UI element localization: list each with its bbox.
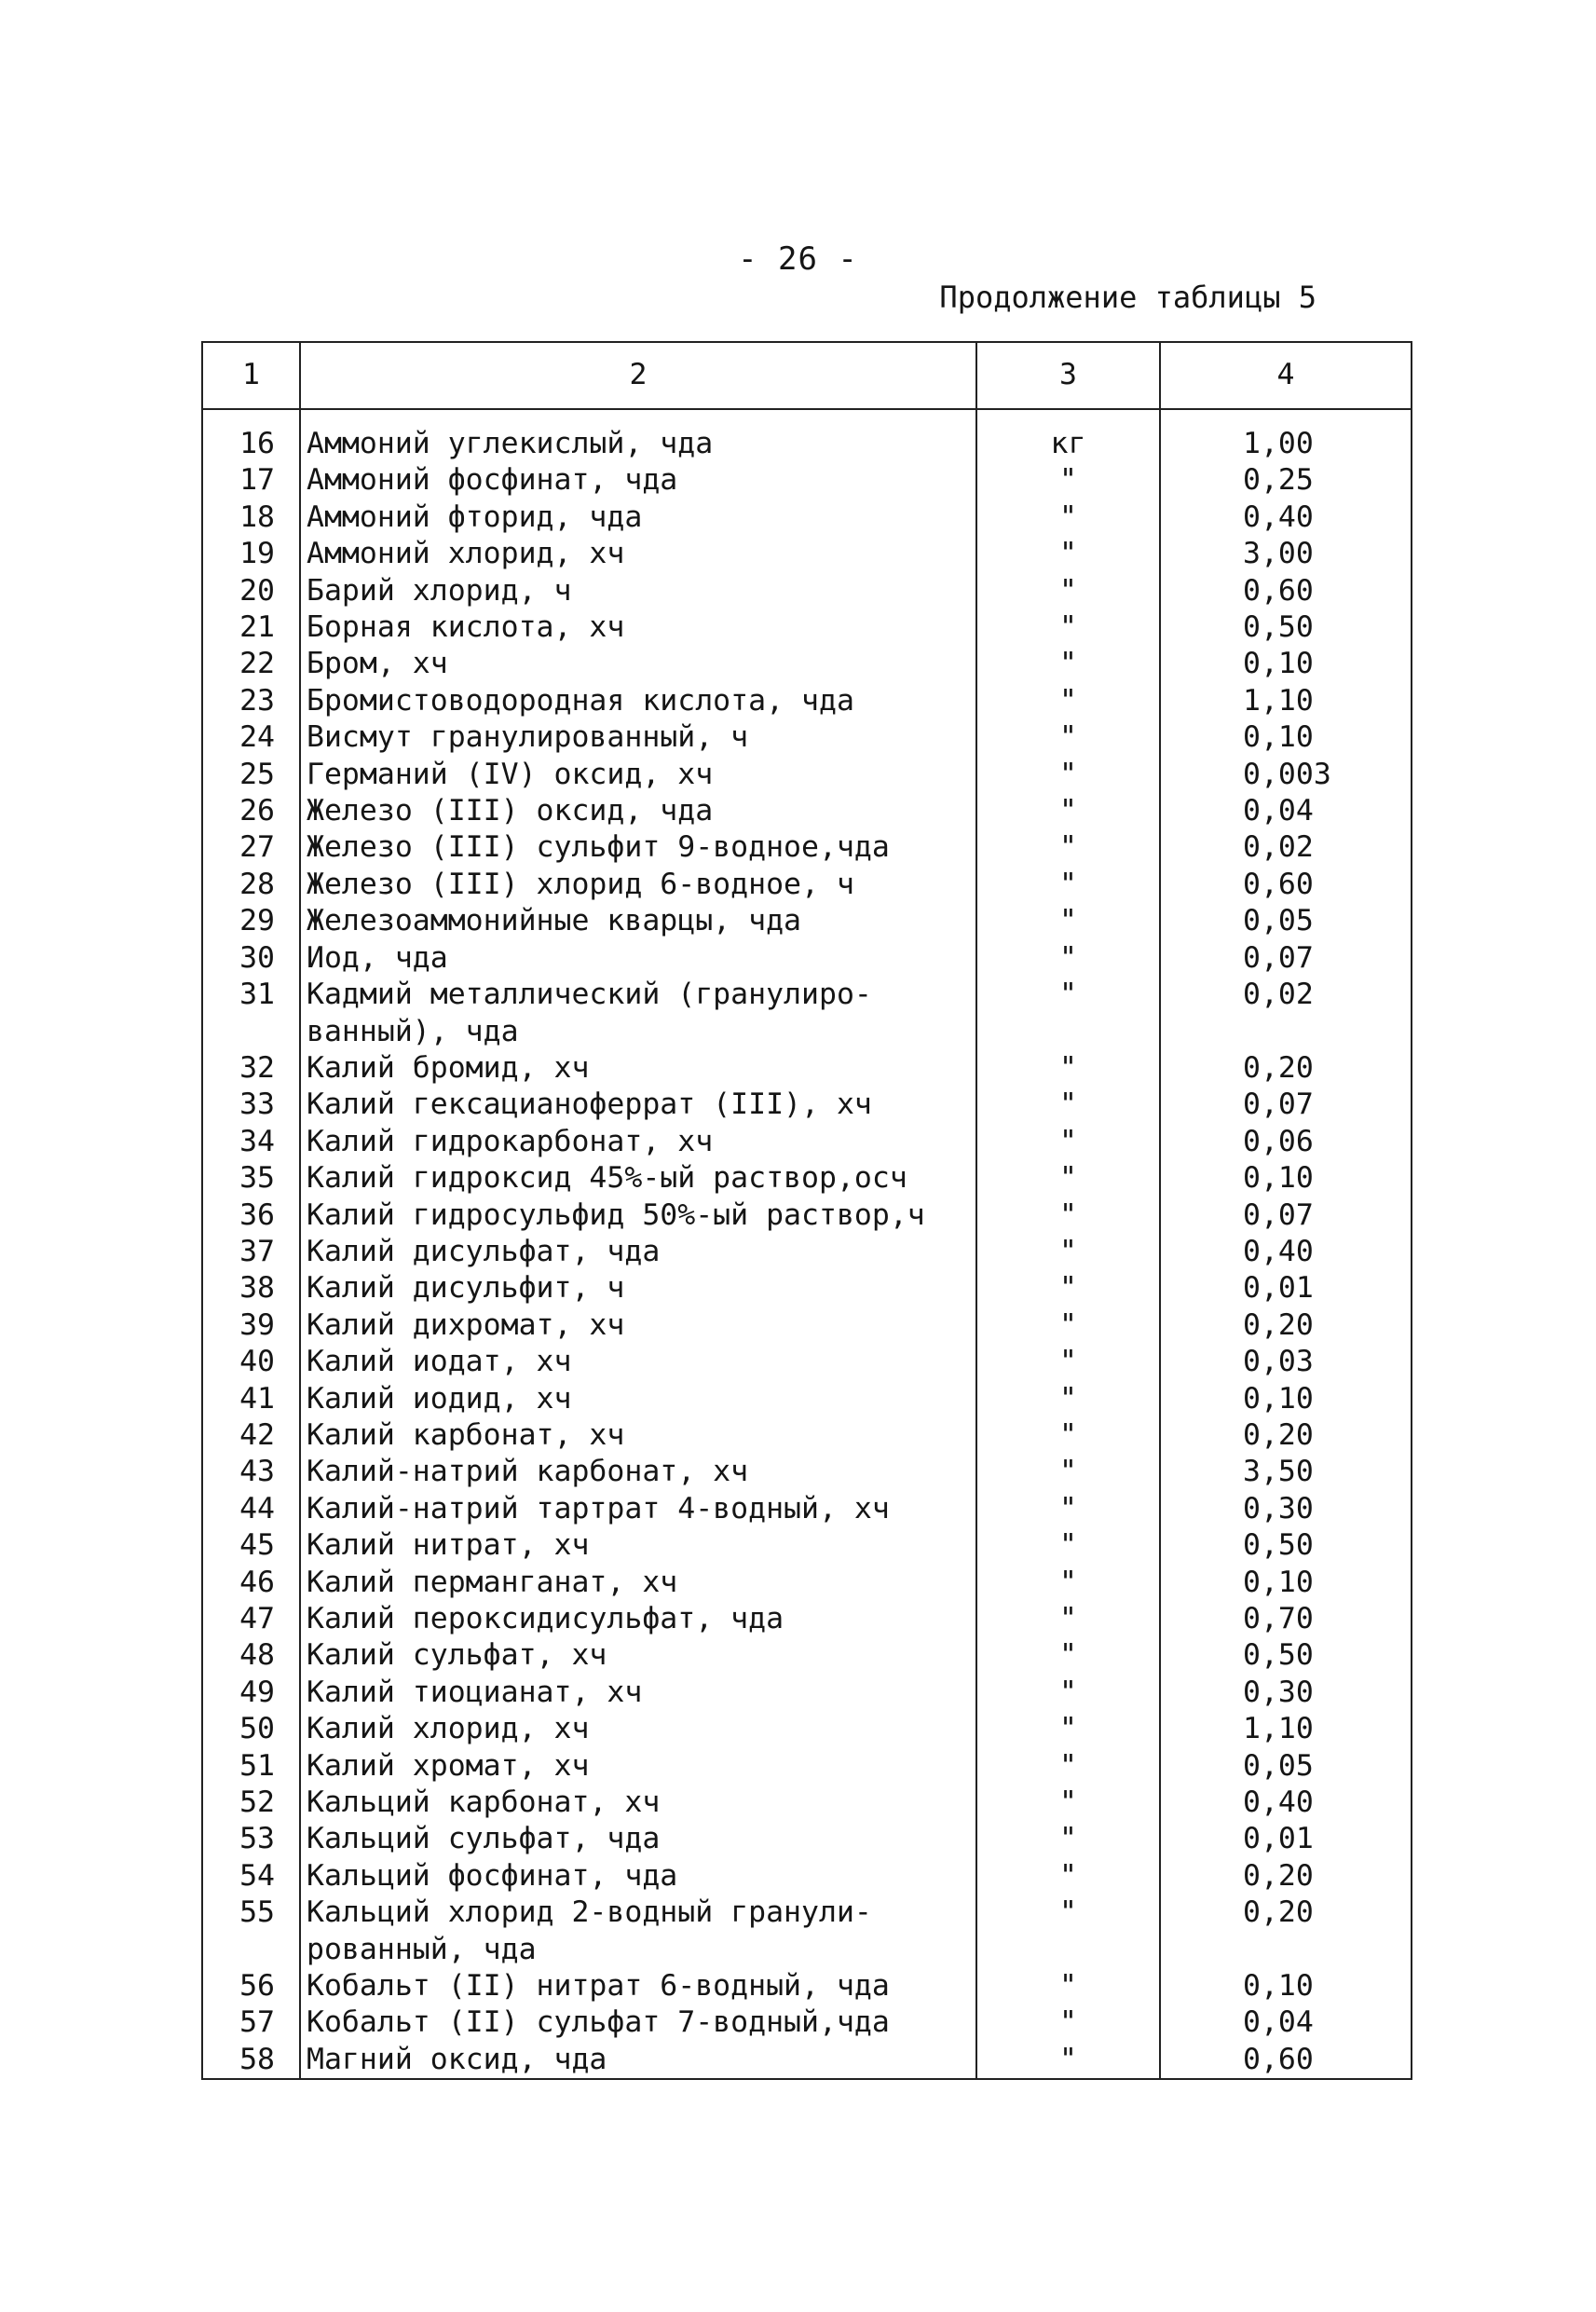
- row-number-cell: 52: [202, 1785, 300, 1821]
- unit-cell: ": [976, 1675, 1160, 1711]
- norm-value-cell: 0,70: [1160, 1601, 1412, 1637]
- row-number-cell: [202, 1014, 300, 1050]
- norm-value-cell: 0,10: [1160, 1565, 1412, 1601]
- row-number-cell: 39: [202, 1307, 300, 1344]
- reagent-name-cell: Кальций хлорид 2-водный гранули-: [300, 1895, 976, 1931]
- unit-cell: ": [976, 719, 1160, 756]
- unit-cell: ": [976, 499, 1160, 536]
- header-col-1: 1: [202, 342, 300, 409]
- unit-cell: [976, 1932, 1160, 1968]
- row-number-cell: 37: [202, 1234, 300, 1270]
- reagent-name-cell: Магний оксид, чда: [300, 2042, 976, 2079]
- row-number-cell: 17: [202, 462, 300, 499]
- row-number-cell: 48: [202, 1637, 300, 1674]
- norm-value-cell: 0,10: [1160, 1160, 1412, 1197]
- norm-value-cell: 0,06: [1160, 1124, 1412, 1160]
- table-row: [202, 646, 1412, 682]
- norm-value-cell: 0,25: [1160, 462, 1412, 499]
- unit-cell: ": [976, 609, 1160, 646]
- reagent-name-cell: рованный, чда: [300, 1932, 976, 1968]
- table-row: [202, 1711, 1412, 1747]
- unit-cell: ": [976, 1270, 1160, 1306]
- unit-cell: ": [976, 1050, 1160, 1087]
- reagent-name-cell: Кальций карбонат, хч: [300, 1785, 976, 1821]
- row-number-cell: [202, 1932, 300, 1968]
- table-row: [202, 1895, 1412, 1931]
- norm-value-cell: 0,20: [1160, 1858, 1412, 1895]
- row-number-cell: 56: [202, 1968, 300, 2004]
- row-number-cell: 21: [202, 609, 300, 646]
- unit-cell: ": [976, 1417, 1160, 1454]
- norm-value-cell: 0,03: [1160, 1344, 1412, 1380]
- reagent-name-cell: Аммоний углекислый, чда: [300, 409, 976, 462]
- reagent-name-cell: Калий-натрий карбонат, хч: [300, 1454, 976, 1490]
- norm-value-cell: 0,60: [1160, 867, 1412, 903]
- unit-cell: ": [976, 1087, 1160, 1123]
- norm-value-cell: 0,20: [1160, 1417, 1412, 1454]
- unit-cell: ": [976, 1197, 1160, 1234]
- header-col-4: 4: [1160, 342, 1412, 409]
- reagent-name-cell: Кобальт (II) нитрат 6-водный, чда: [300, 1968, 976, 2004]
- table-row: [202, 462, 1412, 499]
- reagent-name-cell: Калий иодат, хч: [300, 1344, 976, 1380]
- norm-value-cell: 0,60: [1160, 2042, 1412, 2079]
- table-row: [202, 2004, 1412, 2041]
- table-row: [202, 499, 1412, 536]
- unit-cell: кг: [976, 409, 1160, 462]
- table-row: [202, 1565, 1412, 1601]
- unit-cell: ": [976, 867, 1160, 903]
- table-row: [202, 903, 1412, 939]
- norm-value-cell: 0,20: [1160, 1050, 1412, 1087]
- table-row: [202, 1785, 1412, 1821]
- row-number-cell: 27: [202, 829, 300, 866]
- row-number-cell: 50: [202, 1711, 300, 1747]
- reagent-name-cell: Калий нитрат, хч: [300, 1527, 976, 1564]
- norm-value-cell: 0,07: [1160, 1197, 1412, 1234]
- table-row: [202, 1491, 1412, 1527]
- table-row: [202, 573, 1412, 609]
- unit-cell: ": [976, 536, 1160, 572]
- norm-value-cell: 0,30: [1160, 1491, 1412, 1527]
- table-row: [202, 2042, 1412, 2079]
- unit-cell: ": [976, 2004, 1160, 2041]
- row-number-cell: 36: [202, 1197, 300, 1234]
- reagent-name-cell: Калий дихромат, хч: [300, 1307, 976, 1344]
- unit-cell: ": [976, 1344, 1160, 1380]
- reagent-name-cell: Калий-натрий тартрат 4-водный, хч: [300, 1491, 976, 1527]
- reagent-name-cell: Кадмий металлический (гранулиро-: [300, 977, 976, 1013]
- table-row: [202, 1050, 1412, 1087]
- reagent-name-cell: Бром, хч: [300, 646, 976, 682]
- table-row: [202, 1344, 1412, 1380]
- row-number-cell: 47: [202, 1601, 300, 1637]
- row-number-cell: 46: [202, 1565, 300, 1601]
- row-number-cell: 16: [202, 409, 300, 462]
- reagent-name-cell: Барий хлорид, ч: [300, 573, 976, 609]
- unit-cell: ": [976, 1637, 1160, 1674]
- unit-cell: ": [976, 1124, 1160, 1160]
- row-number-cell: 33: [202, 1087, 300, 1123]
- table-caption: Продолжение таблицы 5: [939, 280, 1316, 315]
- table-row: [202, 940, 1412, 977]
- table-row: [202, 867, 1412, 903]
- norm-value-cell: 0,40: [1160, 499, 1412, 536]
- table-row: [202, 1307, 1412, 1344]
- unit-cell: ": [976, 977, 1160, 1013]
- reagent-name-cell: Кобальт (II) сульфат 7-водный,чда: [300, 2004, 976, 2041]
- norm-value-cell: 0,10: [1160, 646, 1412, 682]
- row-number-cell: 40: [202, 1344, 300, 1380]
- reagent-name-cell: Калий дисульфит, ч: [300, 1270, 976, 1306]
- table-row: [202, 1417, 1412, 1454]
- norm-value-cell: 1,10: [1160, 1711, 1412, 1747]
- reagent-name-cell: Калий тиоцианат, хч: [300, 1675, 976, 1711]
- reagent-name-cell: Калий дисульфат, чда: [300, 1234, 976, 1270]
- unit-cell: ": [976, 1454, 1160, 1490]
- unit-cell: ": [976, 757, 1160, 793]
- table-row: [202, 1197, 1412, 1234]
- norm-value-cell: 3,50: [1160, 1454, 1412, 1490]
- row-number-cell: 23: [202, 683, 300, 719]
- reagent-name-cell: Иод, чда: [300, 940, 976, 977]
- row-number-cell: 41: [202, 1381, 300, 1417]
- table-header-row: [202, 342, 1412, 409]
- table-row: [202, 719, 1412, 756]
- norm-value-cell: 0,40: [1160, 1234, 1412, 1270]
- row-number-cell: 42: [202, 1417, 300, 1454]
- table-row: [202, 409, 1412, 462]
- row-number-cell: 32: [202, 1050, 300, 1087]
- row-number-cell: 29: [202, 903, 300, 939]
- table-row: [202, 609, 1412, 646]
- row-number-cell: 31: [202, 977, 300, 1013]
- unit-cell: ": [976, 1381, 1160, 1417]
- table-row: [202, 1601, 1412, 1637]
- norm-value-cell: 0,20: [1160, 1895, 1412, 1931]
- row-number-cell: 57: [202, 2004, 300, 2041]
- reagent-name-cell: Железо (III) оксид, чда: [300, 793, 976, 829]
- reagent-name-cell: Аммоний хлорид, хч: [300, 536, 976, 572]
- row-number-cell: 43: [202, 1454, 300, 1490]
- reagent-name-cell: Калий сульфат, хч: [300, 1637, 976, 1674]
- unit-cell: ": [976, 1527, 1160, 1564]
- row-number-cell: 18: [202, 499, 300, 536]
- reagent-name-cell: Бромистоводородная кислота, чда: [300, 683, 976, 719]
- norm-value-cell: 0,01: [1160, 1270, 1412, 1306]
- unit-cell: ": [976, 1968, 1160, 2004]
- norm-value-cell: [1160, 1014, 1412, 1050]
- table-row: [202, 1968, 1412, 2004]
- norm-value-cell: 0,003: [1160, 757, 1412, 793]
- reagent-name-cell: Висмут гранулированный, ч: [300, 719, 976, 756]
- table-row: [202, 1675, 1412, 1711]
- unit-cell: ": [976, 646, 1160, 682]
- row-number-cell: 38: [202, 1270, 300, 1306]
- unit-cell: ": [976, 1234, 1160, 1270]
- norm-value-cell: 0,10: [1160, 1968, 1412, 2004]
- row-number-cell: 24: [202, 719, 300, 756]
- row-number-cell: 19: [202, 536, 300, 572]
- reagent-name-cell: Аммоний фосфинат, чда: [300, 462, 976, 499]
- norm-value-cell: 0,10: [1160, 719, 1412, 756]
- unit-cell: ": [976, 793, 1160, 829]
- table-row: [202, 1124, 1412, 1160]
- reagent-name-cell: Калий хлорид, хч: [300, 1711, 976, 1747]
- table-row: [202, 1270, 1412, 1306]
- norm-value-cell: 0,02: [1160, 829, 1412, 866]
- row-number-cell: 20: [202, 573, 300, 609]
- row-number-cell: 30: [202, 940, 300, 977]
- unit-cell: ": [976, 1160, 1160, 1197]
- table-row: [202, 536, 1412, 572]
- unit-cell: ": [976, 1601, 1160, 1637]
- reagent-name-cell: Аммоний фторид, чда: [300, 499, 976, 536]
- unit-cell: ": [976, 1895, 1160, 1931]
- row-number-cell: 51: [202, 1748, 300, 1785]
- reagent-name-cell: Калий пероксидисульфат, чда: [300, 1601, 976, 1637]
- table-row: [202, 977, 1412, 1013]
- unit-cell: ": [976, 903, 1160, 939]
- norm-value-cell: 0,01: [1160, 1821, 1412, 1857]
- unit-cell: ": [976, 683, 1160, 719]
- reagent-name-cell: Калий бромид, хч: [300, 1050, 976, 1087]
- table-row: [202, 1821, 1412, 1857]
- reagent-name-cell: Железо (III) хлорид 6-водное, ч: [300, 867, 976, 903]
- norm-value-cell: 0,40: [1160, 1785, 1412, 1821]
- row-number-cell: 34: [202, 1124, 300, 1160]
- row-number-cell: 55: [202, 1895, 300, 1931]
- unit-cell: ": [976, 462, 1160, 499]
- table-row: [202, 757, 1412, 793]
- row-number-cell: 54: [202, 1858, 300, 1895]
- table-row: [202, 793, 1412, 829]
- row-number-cell: 44: [202, 1491, 300, 1527]
- row-number-cell: 49: [202, 1675, 300, 1711]
- table-row: [202, 1858, 1412, 1895]
- table-row: [202, 829, 1412, 866]
- unit-cell: [976, 1014, 1160, 1050]
- table-row: [202, 1014, 1412, 1050]
- reagent-name-cell: Железоаммонийные кварцы, чда: [300, 903, 976, 939]
- table-row: [202, 1381, 1412, 1417]
- row-number-cell: 45: [202, 1527, 300, 1564]
- norm-value-cell: 1,10: [1160, 683, 1412, 719]
- row-number-cell: 25: [202, 757, 300, 793]
- reagent-name-cell: Калий гидросульфид 50%-ый раствор,ч: [300, 1197, 976, 1234]
- table-row: [202, 683, 1412, 719]
- reagent-name-cell: Кальций сульфат, чда: [300, 1821, 976, 1857]
- norm-value-cell: 0,10: [1160, 1381, 1412, 1417]
- row-number-cell: 28: [202, 867, 300, 903]
- reagent-name-cell: Калий карбонат, хч: [300, 1417, 976, 1454]
- table-row: [202, 1160, 1412, 1197]
- table-row: [202, 1932, 1412, 1968]
- norm-value-cell: 0,20: [1160, 1307, 1412, 1344]
- row-number-cell: 35: [202, 1160, 300, 1197]
- norm-value-cell: 0,30: [1160, 1675, 1412, 1711]
- reagent-name-cell: Германий (IV) оксид, хч: [300, 757, 976, 793]
- unit-cell: ": [976, 1858, 1160, 1895]
- norm-value-cell: 0,07: [1160, 1087, 1412, 1123]
- norm-value-cell: 0,02: [1160, 977, 1412, 1013]
- reagents-table: [201, 341, 1412, 2080]
- table-row: [202, 1748, 1412, 1785]
- reagent-name-cell: Кальций фосфинат, чда: [300, 1858, 976, 1895]
- reagent-name-cell: Калий хромат, хч: [300, 1748, 976, 1785]
- table-row: [202, 1527, 1412, 1564]
- norm-value-cell: 0,05: [1160, 903, 1412, 939]
- header-col-3: 3: [976, 342, 1160, 409]
- reagent-name-cell: Железо (III) сульфит 9-водное,чда: [300, 829, 976, 866]
- unit-cell: ": [976, 1711, 1160, 1747]
- unit-cell: ": [976, 2042, 1160, 2079]
- norm-value-cell: 0,05: [1160, 1748, 1412, 1785]
- unit-cell: ": [976, 1565, 1160, 1601]
- norm-value-cell: 1,00: [1160, 409, 1412, 462]
- row-number-cell: 53: [202, 1821, 300, 1857]
- reagent-name-cell: Борная кислота, хч: [300, 609, 976, 646]
- norm-value-cell: 0,50: [1160, 609, 1412, 646]
- norm-value-cell: 0,04: [1160, 793, 1412, 829]
- unit-cell: ": [976, 1491, 1160, 1527]
- reagent-name-cell: Калий перманганат, хч: [300, 1565, 976, 1601]
- unit-cell: ": [976, 829, 1160, 866]
- table-row: [202, 1637, 1412, 1674]
- table-row: [202, 1234, 1412, 1270]
- norm-value-cell: 0,50: [1160, 1527, 1412, 1564]
- page-number: - 26 -: [738, 240, 858, 278]
- reagent-name-cell: Калий гексацианоферрат (III), хч: [300, 1087, 976, 1123]
- row-number-cell: 58: [202, 2042, 300, 2079]
- unit-cell: ": [976, 1307, 1160, 1344]
- table-row: [202, 1454, 1412, 1490]
- norm-value-cell: 0,07: [1160, 940, 1412, 977]
- unit-cell: ": [976, 1785, 1160, 1821]
- norm-value-cell: 0,04: [1160, 2004, 1412, 2041]
- unit-cell: ": [976, 1748, 1160, 1785]
- row-number-cell: 22: [202, 646, 300, 682]
- reagent-name-cell: ванный), чда: [300, 1014, 976, 1050]
- unit-cell: ": [976, 1821, 1160, 1857]
- table-row: [202, 1087, 1412, 1123]
- header-col-2: 2: [300, 342, 976, 409]
- unit-cell: ": [976, 940, 1160, 977]
- unit-cell: ": [976, 573, 1160, 609]
- reagent-name-cell: Калий гидрокарбонат, хч: [300, 1124, 976, 1160]
- table-body: [202, 409, 1412, 2079]
- reagent-name-cell: Калий иодид, хч: [300, 1381, 976, 1417]
- norm-value-cell: 3,00: [1160, 536, 1412, 572]
- norm-value-cell: [1160, 1932, 1412, 1968]
- norm-value-cell: 0,60: [1160, 573, 1412, 609]
- norm-value-cell: 0,50: [1160, 1637, 1412, 1674]
- row-number-cell: 26: [202, 793, 300, 829]
- reagent-name-cell: Калий гидроксид 45%-ый раствор,осч: [300, 1160, 976, 1197]
